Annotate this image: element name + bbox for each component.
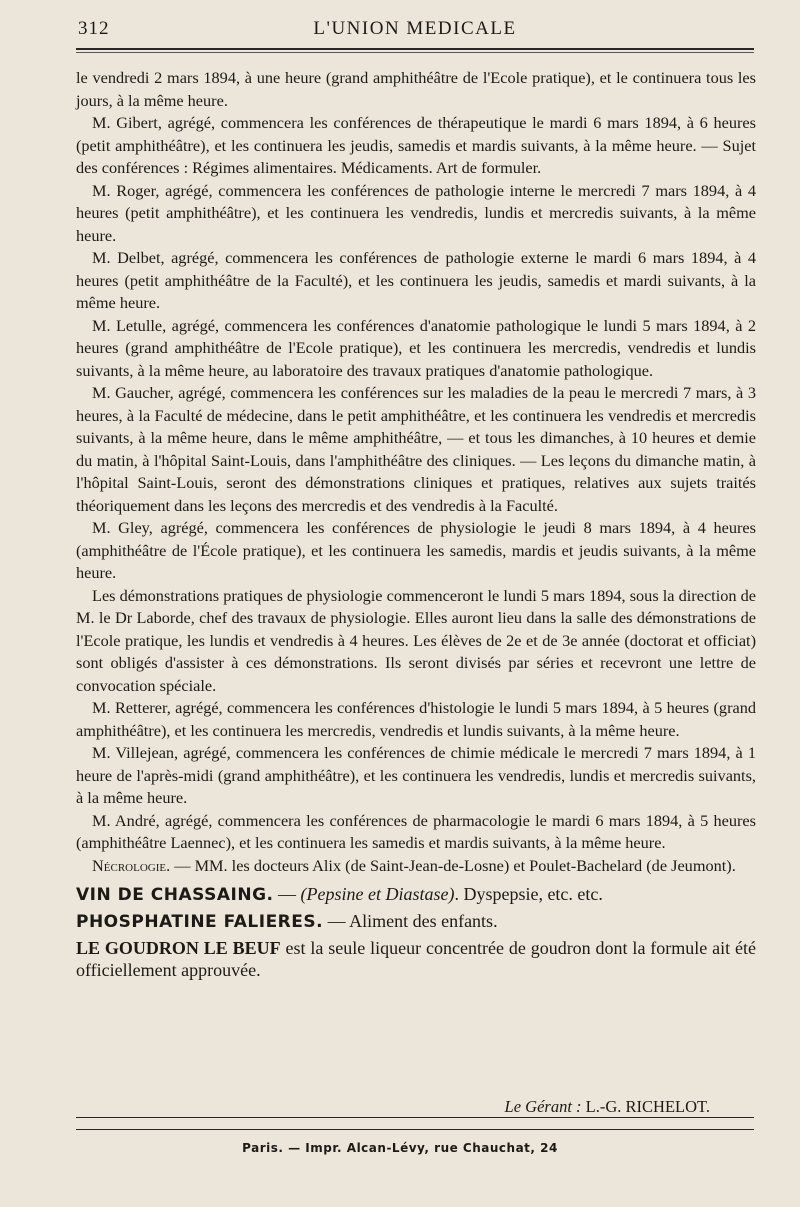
ad-phosphatine-text: — Aliment des enfants. [323, 911, 498, 931]
header-rule [76, 48, 754, 50]
paragraph: M. Gaucher, agrégé, commencera les conférences sur les maladies de la peau le mercredi 7 mars, à 3 heures, à la Faculté de médecine, dans le petit amphithéâtre, et les continuera les vendredis et mercredis suivants, à la même heure, dans le même amphithéâtre, — et tous les dimanches, à 10 heures et demie du matin, à l'hôpital Saint-Louis, dans l'amphithéâtre des cliniques. — Les leçons du dimanche matin, à l'hôpital Saint-Louis, seront des démonstrations cliniques et pratiques, relatives aux sujets traités théoriquement dans les leçons des mercredis et des vendredis à la Faculté. [76, 383, 756, 515]
paragraph: M. Gibert, agrégé, commencera les conférences de thérapeutique le mardi 6 mars 1894, à 6 heures (petit amphithéâtre), et les continuera les jeudis, samedis et mardis suivants, à la même heure. — Sujet des conférences : Régimes alimentaires. Médicaments. Art de formuler. [76, 113, 756, 177]
ad-vin-dash: — [273, 884, 301, 904]
gerant-label: Le Gérant : [504, 1097, 586, 1116]
article-body [76, 67, 756, 981]
necrology-notice [76, 855, 756, 878]
necrology-label: Nécrologie. [92, 855, 171, 875]
paragraph: M. Letulle, agrégé, commencera les conférences d'anatomie pathologique le lundi 5 mars 1894, à 2 heures (grand amphithéâtre de l'Ecole pratique), et les continuera les mercredis, vendredis et lundis suivants, à la même heure, au laboratoire des travaux pratiques d'anatomie pathologique. [76, 315, 756, 380]
gerant-signature [505, 1097, 710, 1117]
advertisement-goudron [76, 937, 756, 981]
ad-goudron-name: LE GOUDRON LE BEUF [76, 938, 281, 958]
footer-rule-thin [76, 1129, 754, 1130]
page-number: 312 [78, 18, 110, 39]
ad-vin-text: . Dyspepsie, etc. etc. [454, 884, 603, 904]
paragraph: M. Gley, agrégé, commencera les conférences de physiologie le jeudi 8 mars 1894, à 4 heures (amphithéâtre de l'École pratique), et les continuera les samedis, mardis et jeudis suivants, à la même heure. [76, 518, 756, 582]
advertisement-vin [76, 883, 756, 906]
footer-rule [76, 1117, 754, 1118]
ad-goudron-text: est la seule liqueur concentrée de goudron dont la formule ait été officiellement approuvée. [76, 938, 757, 980]
ad-vin-name: VIN DE CHASSAING. [76, 885, 274, 905]
paragraph: M. Roger, agrégé, commencera les conférences de pathologie interne le mercredi 7 mars 1894, à 4 heures (petit amphithéâtre), et les continuera les vendredis, lundis et mercredis suivants, à la même heure. [76, 180, 756, 245]
page-header [78, 18, 752, 48]
ad-phosphatine-name: PHOSPHATINE FALIERES. [76, 912, 324, 932]
ad-vin-detail: (Pepsine et Diastase) [300, 884, 455, 904]
paragraph: M. Retterer, agrégé, commencera les conférences d'histologie le lundi 5 mars 1894, à 5 heures (grand amphithéâtre), et les continuera les mercredis, vendredis et lundis suivants, à la même heure. [76, 698, 756, 740]
printer-imprint: Paris. — Impr. Alcan-Lévy, rue Chauchat, 24 [242, 1141, 558, 1155]
header-rule-thin [76, 52, 754, 53]
paragraph: Les démonstrations pratiques de physiologie commenceront le lundi 5 mars 1894, sous la direction de M. le Dr Laborde, chef des travaux de physiologie. Elles auront lieu dans la salle des démonstrations de l'Ecole pratique, les lundis et vendredis à 4 heures. Les élèves de 2e et de 3e année (doctorat et officiat) sont obligés d'assister à ces démonstrations. Ils seront divisés par séries et recevront une lettre de convocation spéciale. [76, 585, 756, 695]
gerant-name: L.-G. RICHELOT. [585, 1097, 710, 1116]
paragraph: M. Delbet, agrégé, commencera les conférences de pathologie externe le mardi 6 mars 1894, à 4 heures (petit amphithéâtre de la Faculté), et les continuera les jeudis, samedis et mardi suivants, à la même heure. [76, 248, 756, 312]
necrology-text: — MM. les docteurs Alix (de Saint-Jean-de-Losne) et Poulet-Bachelard (de Jeumont). [170, 855, 736, 875]
advertisement-phosphatine [76, 910, 756, 933]
running-title: L'UNION MEDICALE [313, 18, 517, 39]
paragraph: M. Villejean, agrégé, commencera les conférences de chimie médicale le mercredi 7 mars 1894, à 1 heure de l'après-midi (grand amphithéâtre), et les continuera les vendredis, lundis et mercredis suivants, à la même heure. [76, 743, 756, 807]
paragraph: le vendredi 2 mars 1894, à une heure (grand amphithéâtre de l'Ecole pratique), et le continuera tous les jours, à la même heure. [76, 68, 756, 110]
paragraph: M. André, agrégé, commencera les conférences de pharmacologie le mardi 6 mars 1894, à 5 heures (amphithéâtre Laennec), et les continuera les samedis et mardis suivants, à la même heure. [76, 810, 756, 852]
